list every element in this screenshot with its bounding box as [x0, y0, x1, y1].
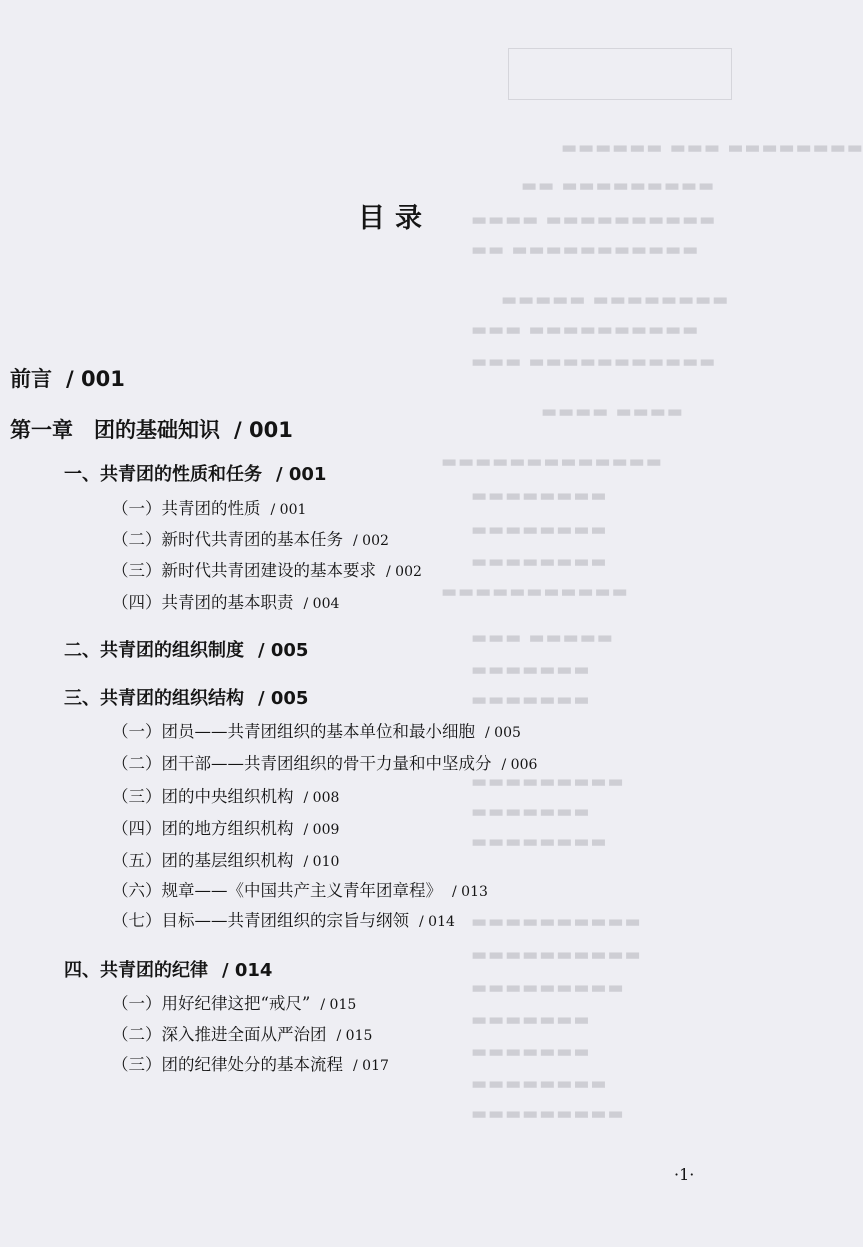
entry-page: / 002: [353, 533, 389, 549]
entry-page: / 005: [485, 725, 521, 741]
entry-page: / 015: [336, 1028, 373, 1044]
entry-page: / 002: [386, 564, 422, 580]
entry-page: / 014: [222, 960, 273, 981]
entry-page: / 001: [234, 418, 293, 442]
page-title: 目录: [358, 203, 432, 234]
entry-label: （三）新时代共青团建设的基本要求: [112, 561, 376, 580]
entry-label: 一、共青团的性质和任务: [64, 464, 262, 485]
toc-entry-subsection: [112, 990, 356, 1014]
entry-label: （二）新时代共青团的基本任务: [112, 530, 343, 549]
toc-entry-subsection: [112, 847, 339, 871]
entry-label: 四、共青团的纪律: [64, 960, 208, 981]
book-page: ▬▬▬▬▬▬▬▬ ▬▬▬ ▬▬▬▬▬▬ ▬▬▬▬▬▬▬▬▬ ▬▬ ▬▬▬▬▬▬▬▬▬▬ ▬▬▬▬ ▬▬▬▬▬▬▬▬▬▬▬ ▬▬ ▬▬▬▬▬▬▬▬ ▬▬▬▬▬ ▬▬▬▬▬▬▬▬▬▬ ▬▬▬ ▬▬▬▬▬▬▬▬▬▬▬ ▬▬▬ ▬▬▬▬ ▬▬▬▬ ▬▬▬▬▬▬▬▬▬▬▬▬▬ ▬▬▬▬▬▬▬▬ ▬▬▬▬▬▬▬▬ ▬▬▬▬▬▬▬▬ ▬▬▬▬▬▬▬▬▬▬▬ ▬▬▬▬▬ ▬▬▬ ▬▬▬▬▬▬▬ ▬▬▬▬▬▬▬ ▬▬▬▬▬▬▬▬▬ ▬▬▬▬▬▬▬ ▬▬▬▬▬▬▬▬ ▬▬▬▬▬▬▬▬▬▬ ▬▬▬▬▬▬▬▬▬▬ ▬▬▬▬▬▬▬▬▬ ▬▬▬▬▬▬▬ ▬▬▬▬▬▬▬ ▬▬▬▬▬▬▬▬ ▬▬▬▬▬▬▬▬▬ 目录 前言 / 001 第一章 团的基础知识 / 001 一、共青团的性质和任务 / 001 （一）共青团的性质 / 001 （二）新时代共青团的基本任务 / 002 （三）新时代共青团建设的基本要求 / 002 （四）共青团的基本职责 / 004 二、共青团的组织制度 / 005 三、共青团的组织结构 / 005 （一）团员——共青团组织的基本单位和最小细胞 / 005 （二）团干部——共青团组织的骨干力量和中坚成分 / 006 （三）团的中央组织机构 / 008 （四）团的地方组织机构 / 009 （五）团的基层组织机构 / 010 （六）规章——《中国共产主义青年团章程》 / 013 （七）目标——共青团组织的宗旨与纲领 / 014 四、共青团的纪律 / 014 （一）用好纪律这把“戒尺” / 015 （二）深入推进全面从严治团 / 015 （三）团的纪律处分的基本流程 / 017 ·1·: [0, 0, 790, 1247]
toc-entry-subsection: [112, 589, 339, 613]
entry-label: （二）团干部——共青团组织的骨干力量和中坚成分: [112, 754, 492, 773]
entry-page: / 009: [303, 822, 340, 838]
toc-entry-section-4: [64, 956, 272, 982]
toc-entry-subsection: [112, 718, 521, 742]
entry-page: / 005: [258, 640, 309, 661]
entry-label: （一）共青团的性质: [112, 499, 261, 518]
entry-page: / 008: [303, 790, 340, 806]
entry-page: / 005: [258, 688, 309, 709]
entry-page: / 010: [303, 854, 340, 870]
entry-page: / 001: [66, 367, 125, 391]
toc-entry-chapter-1: [10, 414, 293, 444]
toc-entry-preface: [10, 363, 125, 393]
toc-entry-subsection: [112, 557, 422, 581]
toc-entry-section-3: [64, 684, 308, 710]
entry-page: / 001: [276, 464, 327, 485]
entry-label: （四）共青团的基本职责: [112, 593, 294, 612]
toc-entry-subsection: [112, 907, 455, 931]
toc-entry-subsection: [112, 750, 537, 774]
toc-entry-subsection: [112, 1021, 372, 1045]
entry-label: 第一章 团的基础知识: [10, 418, 220, 442]
entry-label: （三）团的中央组织机构: [112, 787, 294, 806]
entry-label: （一）团员——共青团组织的基本单位和最小细胞: [112, 722, 475, 741]
entry-label: （六）规章——《中国共产主义青年团章程》: [112, 881, 442, 900]
entry-page: / 015: [320, 997, 357, 1013]
entry-page: / 004: [303, 596, 340, 612]
page-number: ·1·: [674, 1165, 695, 1184]
entry-label: 三、共青团的组织结构: [64, 688, 244, 709]
entry-label: （五）团的基层组织机构: [112, 851, 294, 870]
toc-entry-subsection: [112, 526, 389, 550]
toc-entry-subsection: [112, 1051, 389, 1075]
entry-label: （三）团的纪律处分的基本流程: [112, 1055, 343, 1074]
entry-page: / 014: [419, 914, 455, 930]
entry-label: （四）团的地方组织机构: [112, 819, 294, 838]
entry-label: 前言: [10, 367, 52, 391]
entry-page: / 001: [270, 502, 307, 518]
toc-entry-section-2: [64, 636, 308, 662]
toc-entry-subsection: [112, 495, 306, 519]
toc-entry-subsection: [112, 877, 488, 901]
toc-entry-subsection: [112, 815, 339, 839]
entry-label: （二）深入推进全面从严治团: [112, 1025, 327, 1044]
entry-label: 二、共青团的组织制度: [64, 640, 244, 661]
toc-entry-subsection: [112, 783, 339, 807]
entry-page: / 013: [452, 884, 488, 900]
entry-label: （一）用好纪律这把“戒尺”: [112, 994, 311, 1013]
entry-page: / 006: [501, 757, 538, 773]
entry-label: （七）目标——共青团组织的宗旨与纲领: [112, 911, 409, 930]
entry-page: / 017: [353, 1058, 389, 1074]
bleed-through-box: [508, 48, 732, 100]
toc-entry-section-1: [64, 460, 326, 486]
